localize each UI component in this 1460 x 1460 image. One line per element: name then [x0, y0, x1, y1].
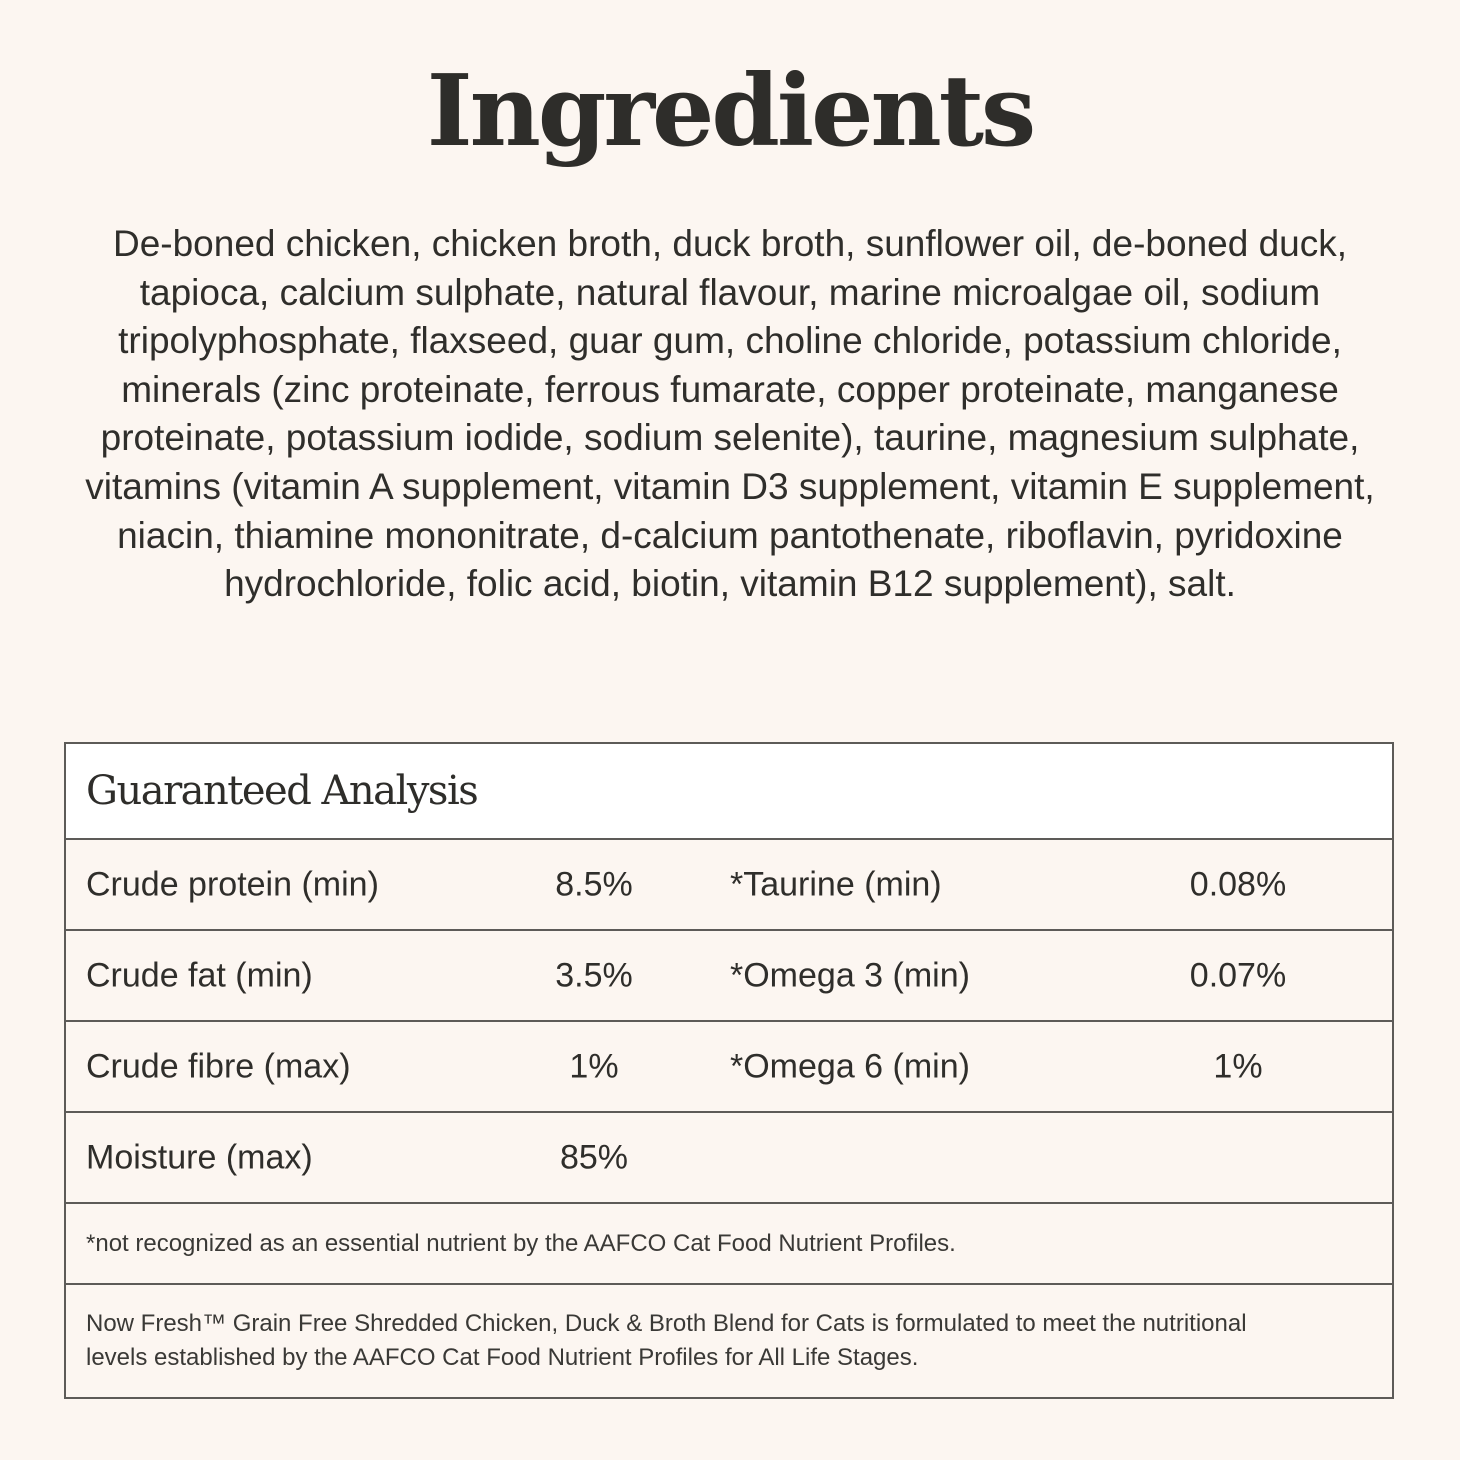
footnote	[66, 1204, 1392, 1285]
nutrient-label: *Taurine (min)	[730, 865, 942, 903]
aafco-statement	[66, 1285, 1392, 1397]
nutrient-label: *Omega 3 (min)	[730, 956, 970, 994]
nutrient-value: 0.08%	[1189, 865, 1287, 903]
nutrient-value: 3.5%	[555, 956, 633, 994]
ingredients-list: De-boned chicken, chicken broth, duck broth, sunflower oil, de-boned duck, tapioca, calcium sulphate, natural flavour, marine microalgae oil, sodium tripolyphosphate, flaxseed, guar gum, choline chloride, potassium chloride, minerals (zinc proteinate, ferrous fumarate, copper proteinate, manganese proteinate, potassium iodide, sodium selenite), taurine, magnesium sulphate, vitamins (vitamin A supplement, vitamin D3 supplement, vitamin E supplement, niacin, thiamine mononitrate, d-calcium pantothenate, riboflavin, pyridoxine hydrochloride, folic acid, biotin, vitamin B12 supplement), salt.	[85, 223, 1375, 605]
table-row	[66, 1022, 1392, 1113]
table-row	[66, 840, 1392, 931]
nutrient-label: Crude protein (min)	[86, 865, 379, 903]
nutrient-label: Crude fat (min)	[86, 956, 313, 994]
nutrient-value: 85%	[559, 1138, 629, 1176]
table-row	[66, 931, 1392, 1022]
nutrient-value: 1%	[1213, 1047, 1263, 1085]
table-title: Guaranteed Analysis	[86, 768, 478, 814]
nutrient-value: 0.07%	[1189, 956, 1287, 994]
nutrient-value: 1%	[569, 1047, 619, 1085]
guaranteed-analysis-table	[64, 742, 1394, 1399]
nutrient-label: Moisture (max)	[86, 1138, 313, 1176]
nutrient-value: 8.5%	[555, 865, 633, 903]
nutrient-label: *Omega 6 (min)	[730, 1047, 970, 1085]
aafco-statement-text: Now Fresh™ Grain Free Shredded Chicken, Duck & Broth Blend for Cats is formulated to meet the nutritional levels established by the AAFCO Cat Food Nutrient Profiles for All Life Stages.	[86, 1310, 1247, 1371]
table-row	[66, 1113, 1392, 1204]
table-header	[66, 744, 1392, 840]
footnote-text: *not recognized as an essential nutrient by the AAFCO Cat Food Nutrient Profiles.	[86, 1229, 956, 1257]
nutrient-label: Crude fibre (max)	[86, 1047, 351, 1085]
page-title: Ingredients	[426, 54, 1034, 169]
